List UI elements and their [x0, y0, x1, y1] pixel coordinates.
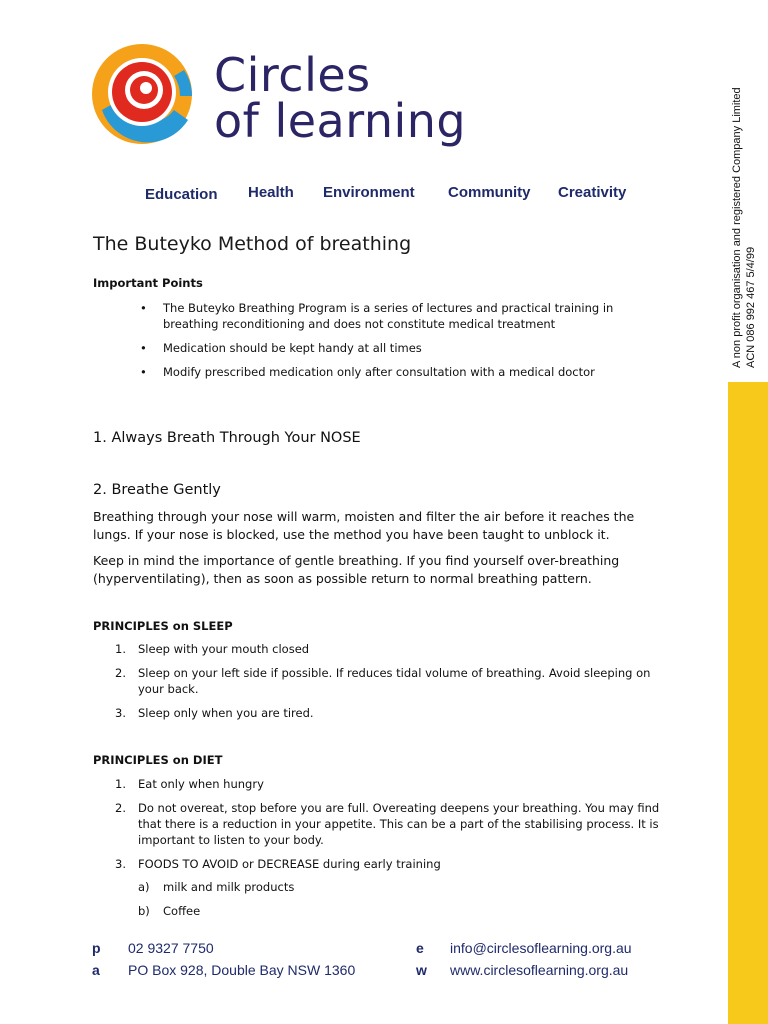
list-item	[115, 800, 675, 848]
list-item	[115, 776, 675, 792]
company-notice: A non profit organisation and registered Company Limited	[731, 87, 743, 368]
phone-label: p	[92, 940, 101, 956]
list-item-text: Sleep only when you are tired.	[138, 706, 314, 720]
bullet-marker: •	[140, 365, 147, 379]
list-item-text: FOODS TO AVOID or DECREASE during early training	[138, 857, 441, 871]
list-item	[140, 340, 670, 356]
sleep-list	[115, 641, 675, 729]
list-item-text: Sleep with your mouth closed	[138, 642, 310, 656]
section-1-heading: 1. Always Breath Through Your NOSE	[93, 430, 361, 446]
sleep-heading: PRINCIPLES on SLEEP	[93, 619, 233, 633]
section-2-heading: 2. Breathe Gently	[93, 482, 221, 498]
footer-phone-label	[92, 940, 101, 956]
nav-environment[interactable]: Environment	[323, 184, 415, 201]
list-number: 2.	[115, 666, 126, 680]
brand-line-1: Circles	[214, 48, 371, 102]
footer-website[interactable]: www.circlesoflearning.org.au	[450, 962, 629, 978]
company-acn: ACN 086 992 467 5/4/99	[745, 246, 757, 368]
bullet-marker: •	[140, 341, 147, 355]
list-item	[115, 641, 675, 657]
footer-phone[interactable]: 02 9327 7750	[128, 940, 214, 956]
brand-line-2: of learning	[214, 94, 467, 148]
web-label: w	[416, 962, 427, 978]
footer-email-label	[416, 940, 424, 956]
footer-address-label	[92, 962, 100, 978]
nav-creativity[interactable]: Creativity	[558, 184, 627, 201]
list-item-text: milk and milk products	[163, 880, 295, 894]
list-item	[138, 903, 438, 919]
diet-sub-list	[138, 879, 438, 927]
list-letter: b)	[138, 904, 150, 918]
list-number: 3.	[115, 857, 126, 871]
list-item-text: The Buteyko Breathing Program is a series of lectures and practical training in breathing reconditioning and does not constitute medical treatment	[163, 301, 614, 331]
yellow-side-strip	[728, 382, 768, 1024]
email-label: e	[416, 940, 424, 956]
paragraph-gentle: Keep in mind the importance of gentle breathing. If you find yourself over-breathing (hyperventilating), then as soon as possible return to normal breathing pattern.	[93, 553, 620, 586]
nav-community[interactable]: Community	[448, 184, 531, 201]
list-item	[138, 879, 438, 895]
footer-address: PO Box 928, Double Bay NSW 1360	[128, 962, 356, 978]
address-label: a	[92, 962, 100, 978]
list-item	[115, 665, 675, 697]
page-title: The Buteyko Method of breathing	[93, 233, 412, 255]
list-item-text: Do not overeat, stop before you are full. Overeating deepens your breathing. You may find that there is a reduction in your appetite. This can be a part of the stabilising process. It is important to listen to your body.	[138, 801, 660, 847]
important-points-heading: Important Points	[93, 276, 203, 290]
list-item-text: Eat only when hungry	[138, 777, 264, 791]
list-number: 2.	[115, 801, 126, 815]
nav-health[interactable]: Health	[248, 184, 294, 201]
footer-web-label	[416, 962, 427, 978]
list-item-text: Modify prescribed medication only after consultation with a medical doctor	[163, 365, 595, 379]
list-number: 1.	[115, 642, 126, 656]
list-item-text: Sleep on your left side if possible. If reduces tidal volume of breathing. Avoid sleeping on your back.	[138, 666, 651, 696]
list-item	[115, 705, 675, 721]
list-item	[115, 856, 675, 872]
paragraph-nose: Breathing through your nose will warm, moisten and filter the air before it reaches the lungs. If your nose is blocked, use the method you have been taught to unblock it.	[93, 509, 635, 542]
list-letter: a)	[138, 880, 150, 894]
nav-education[interactable]: Education	[145, 186, 218, 203]
list-number: 3.	[115, 706, 126, 720]
circles-logo-icon	[88, 40, 208, 150]
list-item	[140, 300, 670, 332]
diet-heading: PRINCIPLES on DIET	[93, 753, 223, 767]
diet-list	[115, 776, 675, 880]
footer-email[interactable]: info@circlesoflearning.org.au	[450, 940, 632, 956]
bullet-marker: •	[140, 301, 147, 315]
important-points-list	[140, 300, 670, 388]
list-number: 1.	[115, 777, 126, 791]
list-item-text: Medication should be kept handy at all times	[163, 341, 422, 355]
list-item-text: Coffee	[163, 904, 201, 918]
list-item	[140, 364, 670, 380]
